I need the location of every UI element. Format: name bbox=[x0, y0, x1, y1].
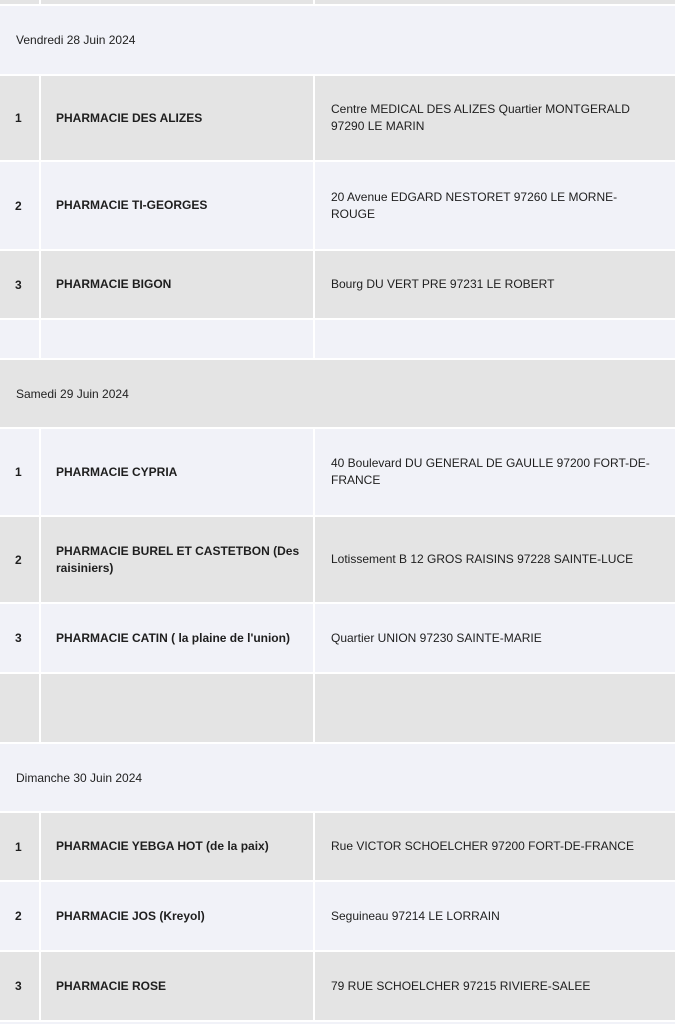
day-date: Samedi 29 Juin 2024 bbox=[16, 386, 129, 401]
pharmacy-address: Seguineau 97214 LE LORRAIN bbox=[331, 908, 500, 923]
pharmacy-address: 20 Avenue EDGARD NESTORET 97260 LE MORNE-ROUGE bbox=[331, 189, 618, 221]
day-header bbox=[0, 6, 675, 74]
table-row bbox=[0, 517, 675, 602]
table-row bbox=[0, 952, 675, 1020]
day-header bbox=[0, 360, 675, 427]
rank-cell: 2 bbox=[15, 552, 22, 567]
rank-cell: 3 bbox=[15, 979, 22, 993]
pharmacy-name: PHARMACIE CATIN ( la plaine de l'union) bbox=[56, 630, 290, 645]
day-date: Dimanche 30 Juin 2024 bbox=[16, 770, 143, 785]
pharmacy-name: PHARMACIE CYPRIA bbox=[56, 464, 178, 479]
pharmacy-address: Rue VICTOR SCHOELCHER 97200 FORT-DE-FRANCE bbox=[331, 839, 634, 853]
rank-cell: 2 bbox=[15, 198, 22, 213]
day-date: Vendredi 28 Juin 2024 bbox=[16, 33, 136, 47]
pharmacy-name: PHARMACIE ROSE bbox=[56, 978, 167, 993]
table-row-empty bbox=[0, 674, 675, 742]
pharmacy-address: 79 RUE SCHOELCHER 97215 RIVIERE-SALEE bbox=[331, 978, 591, 993]
table-row bbox=[0, 604, 675, 672]
rank-cell: 2 bbox=[15, 909, 22, 923]
pharmacy-address: Centre MEDICAL DES ALIZES Quartier MONTGERALD 97290 LE MARIN bbox=[331, 102, 630, 133]
pharmacy-name: PHARMACIE YEBGA HOT (de la paix) bbox=[56, 839, 269, 853]
pharmacy-name: PHARMACIE BUREL ET CASTETBON (Des raisiniers) bbox=[56, 543, 300, 575]
table-row-empty bbox=[0, 320, 675, 358]
rank-cell: 1 bbox=[15, 839, 22, 854]
table-row bbox=[0, 251, 675, 318]
pharmacy-address: Lotissement B 12 GROS RAISINS 97228 SAINTE-LUCE bbox=[331, 552, 634, 566]
table-row bbox=[0, 76, 675, 160]
pharmacy-name: PHARMACIE TI-GEORGES bbox=[56, 198, 208, 212]
pharmacy-address: 40 Boulevard DU GENERAL DE GAULLE 97200 FORT-DE-FRANCE bbox=[331, 456, 650, 487]
table-row bbox=[0, 429, 675, 515]
pharmacy-name: PHARMACIE BIGON bbox=[56, 277, 172, 291]
pharmacy-address: Bourg DU VERT PRE 97231 LE ROBERT bbox=[331, 277, 555, 291]
table-row-partial-top bbox=[0, 0, 675, 4]
rank-cell: 1 bbox=[15, 111, 22, 125]
rank-cell: 1 bbox=[15, 465, 22, 479]
day-header bbox=[0, 744, 675, 811]
table-row bbox=[0, 162, 675, 249]
table-row bbox=[0, 813, 675, 880]
table-row bbox=[0, 882, 675, 950]
pharmacy-address: Quartier UNION 97230 SAINTE-MARIE bbox=[331, 630, 542, 645]
rank-cell: 3 bbox=[15, 631, 22, 645]
rank-cell: 3 bbox=[15, 277, 22, 292]
pharmacy-name: PHARMACIE JOS (Kreyol) bbox=[56, 908, 205, 923]
pharmacy-name: PHARMACIE DES ALIZES bbox=[56, 110, 203, 125]
